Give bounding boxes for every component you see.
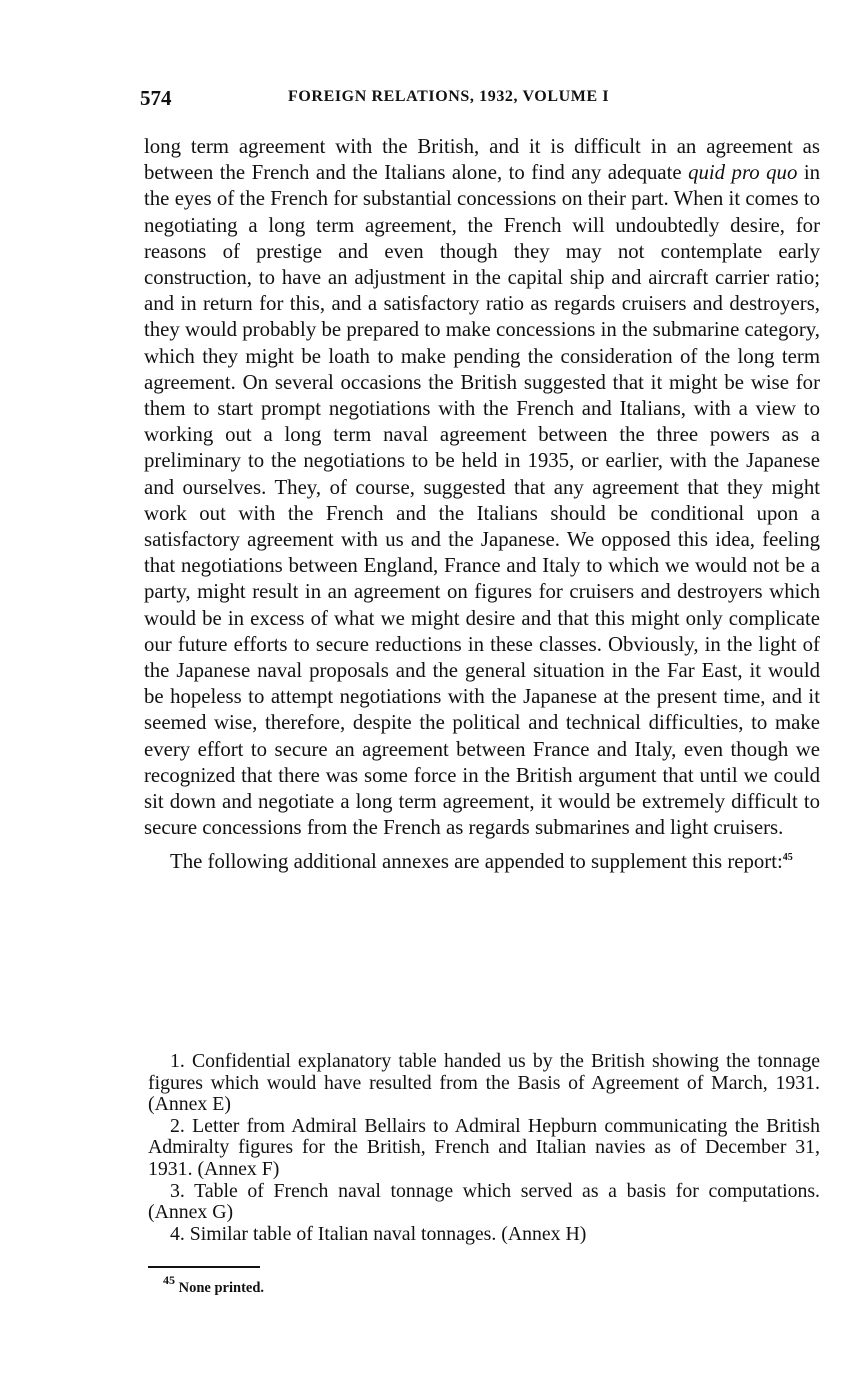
- footnote-mark: 45: [163, 1273, 175, 1287]
- annex-list: [148, 1051, 820, 1245]
- footnote-reference: 45: [782, 852, 793, 864]
- annex-item: 3. Table of French naval tonnage which served as a basis for computations. (Annex G): [148, 1179, 820, 1224]
- annex-item: 4. Similar table of Italian naval tonnages. (Annex H): [170, 1222, 587, 1245]
- paragraph-text: long term agreement with the British, and it is difficult in an agreement as between the French and the Italians alone, to find any adequate: [144, 135, 820, 185]
- footnote-divider: [148, 1266, 260, 1268]
- paragraph-continuation: [144, 134, 820, 841]
- annex-item: 1. Confidential explanatory table handed us by the British showing the tonnage figures which would have resulted from the Basis of Agreement of March, 1931. (Annex E): [148, 1050, 820, 1116]
- italic-phrase: quid pro quo: [688, 161, 798, 185]
- running-head: FOREIGN RELATIONS, 1932, VOLUME I: [288, 88, 610, 105]
- annex-item: 2. Letter from Admiral Bellairs to Admiral Hepburn communicating the British Admiralty figures for the British, French and Italian navies as of December 31, 1931. (Annex F): [148, 1114, 820, 1180]
- footnote-text: None printed.: [178, 1280, 265, 1296]
- paragraph-text: in the eyes of the French for substantial concessions on their part. When it comes to negotiating a long term agreement, the French will undoubtedly desire, for reasons of prestige and even though they may not contemplate early construction, to have an adjustment in the capital ship and aircraft carrier ratio; and in return for this, and a satisfactory ratio as regards cruisers and destroyers, they would probably be prepared to make concessions in the submarine category, which they might be loath to make pending the consideration of the long term agreement. On several occasions the British suggested that it might be wise for them to start prompt negotiations with the French and Italians, with a view to working out a long term naval agreement between the three powers as a preliminary to the negotiations to be held in 1935, or earlier, with the Japanese and ourselves. They, of course, suggested that any agreement that they might work out with the French and the Italians should be conditional upon a satisfactory agreement with us and the Japanese. We opposed this idea, feeling that negotiations between England, France and Italy to which we would not be a party, might result in an agreement on figures for cruisers and destroyers which would be in excess of what we might desire and that this might only complicate our future efforts to secure reductions in these classes. Obviously, in the light of the Japanese naval proposals and the general situation in the Far East, it would be hopeless to attempt negotiations with the Japanese at the present time, and it seemed wise, therefore, despite the political and technical difficulties, to make every effort to secure an agreement between France and Italy, even though we recognized that there was some force in the British argument that until we could sit down and negotiate a long term agreement, it would be extremely difficult to secure concessions from the French as regards submarines and light cruisers.: [144, 161, 820, 840]
- body-text: [144, 134, 820, 876]
- footnote: [163, 1273, 264, 1297]
- page-header: [140, 86, 820, 110]
- page-number: 574: [140, 86, 172, 110]
- paragraph-text: The following additional annexes are appended to supplement this report:: [170, 850, 783, 874]
- paragraph-annexes-intro: [144, 845, 820, 875]
